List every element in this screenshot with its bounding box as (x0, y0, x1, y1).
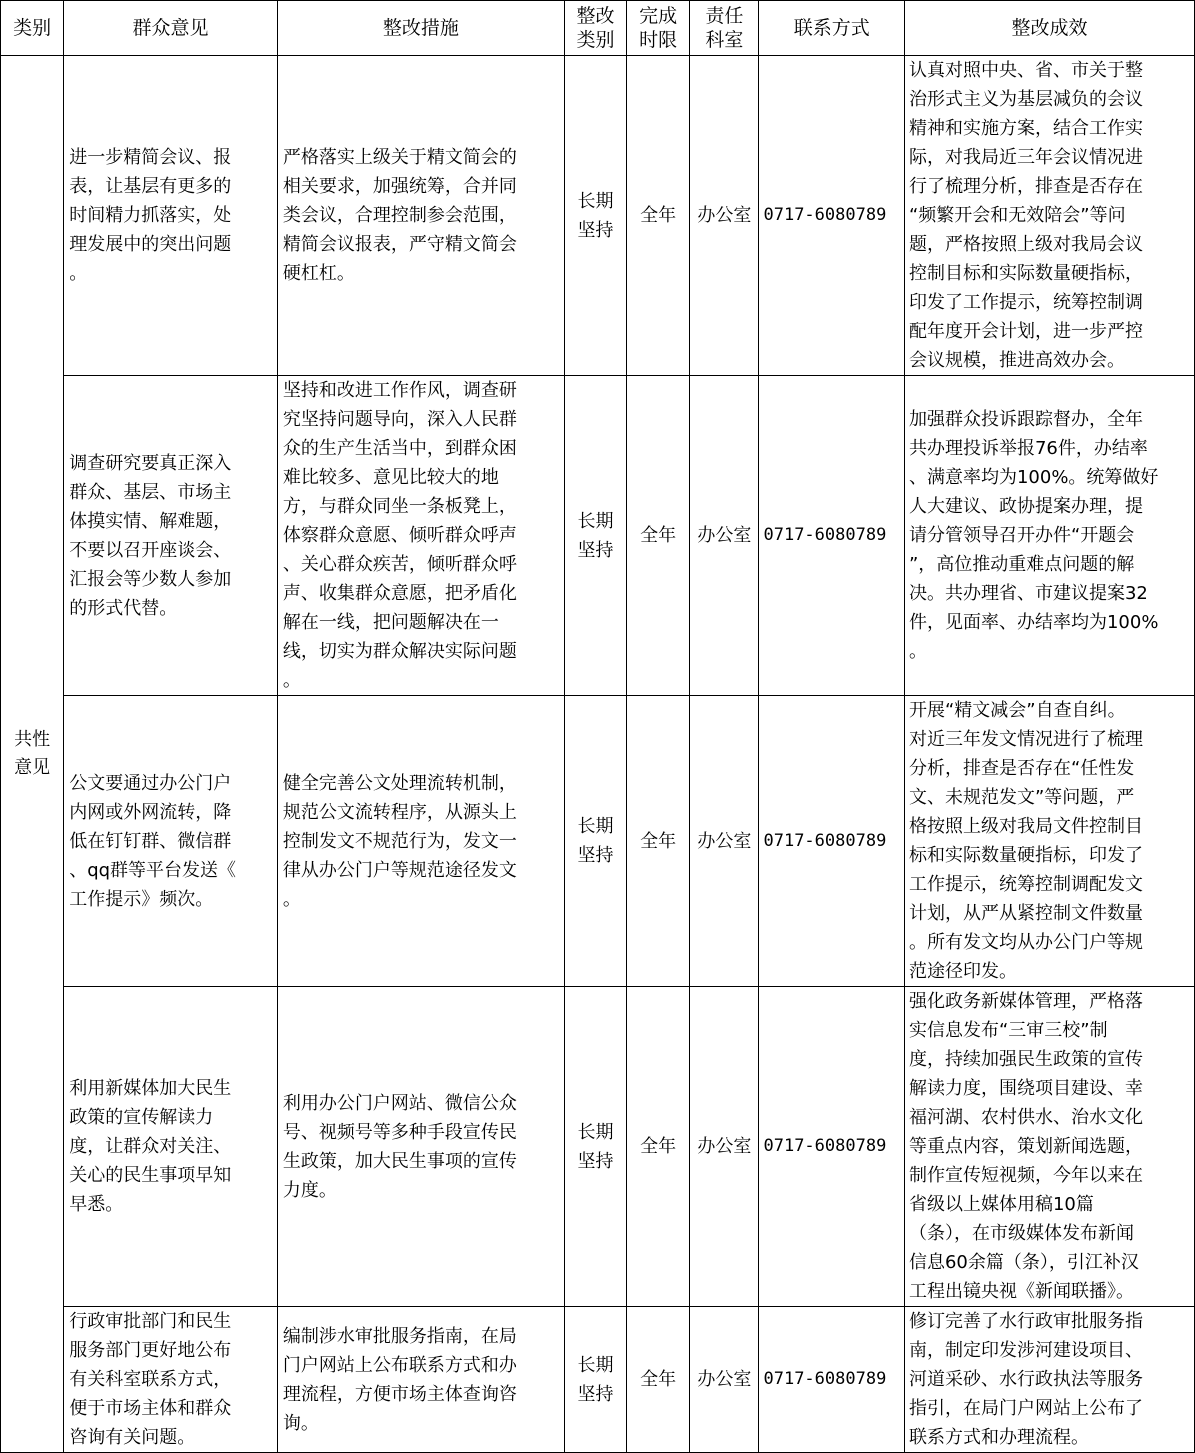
measure-cell: 利用办公门户网站、微信公众 号、视频号等多种手段宣传民 生政策，加大民生事项的宣传 力度。 (277, 987, 564, 1307)
header-opinion: 群众意见 (64, 1, 278, 56)
deadline-cell: 全年 (627, 56, 690, 376)
deadline-cell: 全年 (627, 987, 690, 1307)
header-measure: 整改措施 (277, 1, 564, 56)
contact-cell: 0717-6080789 (759, 376, 904, 696)
measure-cell: 编制涉水审批服务指南，在局 门户网站上公布联系方式和办 理流程，方便市场主体查询咨 询。 (277, 1307, 564, 1453)
table-row (1, 56, 1195, 376)
type-cell: 长期 坚持 (564, 56, 626, 376)
dept-cell: 办公室 (690, 56, 759, 376)
opinion-cell: 利用新媒体加大民生 政策的宣传解读力 度，让群众对关注、 关心的民生事项早知 早悉。 (64, 987, 278, 1307)
header-type: 整改 类别 (564, 1, 626, 56)
table-row (1, 1307, 1195, 1453)
measure-cell: 严格落实上级关于精文简会的 相关要求，加强统筹，合并同 类会议，合理控制参会范围， 精简会议报表，严守精文简会 硬杠杠。 (277, 56, 564, 376)
header-deadline: 完成 时限 (627, 1, 690, 56)
opinion-cell: 公文要通过办公门户 内网或外网流转，降 低在钉钉群、微信群 、qq群等平台发送《 工作提示》频次。 (64, 696, 278, 987)
dept-cell: 办公室 (690, 987, 759, 1307)
table-row (1, 696, 1195, 987)
dept-cell: 办公室 (690, 1307, 759, 1453)
contact-cell: 0717-6080789 (759, 1307, 904, 1453)
opinion-cell: 行政审批部门和民生 服务部门更好地公布 有关科室联系方式， 便于市场主体和群众 咨询有关问题。 (64, 1307, 278, 1453)
result-cell: 加强群众投诉跟踪督办，全年 共办理投诉举报76件，办结率 、满意率均为100%。统筹做好 人大建议、政协提案办理，提 请分管领导召开办件“开题会 ”，高位推动重难点问题的解 决。共办理省、市建议提案32 件，见面率、办结率均为100% 。 (904, 376, 1194, 696)
category-cell: 共性 意见 (1, 56, 64, 1453)
type-cell: 长期 坚持 (564, 376, 626, 696)
type-cell: 长期 坚持 (564, 987, 626, 1307)
deadline-cell: 全年 (627, 696, 690, 987)
result-cell: 修订完善了水行政审批服务指 南，制定印发涉河建设项目、 河道采砂、水行政执法等服务 指引，在局门户网站上公布了 联系方式和办理流程。 (904, 1307, 1194, 1453)
header-category: 类别 (1, 1, 64, 56)
type-cell: 长期 坚持 (564, 1307, 626, 1453)
header-dept: 责任 科室 (690, 1, 759, 56)
result-cell: 开展“精文减会”自查自纠。 对近三年发文情况进行了梳理 分析，排查是否存在“任性发 文、未规范发文”等问题，严 格按照上级对我局文件控制目 标和实际数量硬指标，印发了 工作提示，统筹控制调配发文 计划，从严从紧控制文件数量 。所有发文均从办公门户等规 范途径印发。 (904, 696, 1194, 987)
header-row (1, 1, 1195, 56)
contact-cell: 0717-6080789 (759, 56, 904, 376)
measure-cell: 健全完善公文处理流转机制， 规范公文流转程序，从源头上 控制发文不规范行为，发文一 律从办公门户等规范途径发文 。 (277, 696, 564, 987)
dept-cell: 办公室 (690, 696, 759, 987)
deadline-cell: 全年 (627, 376, 690, 696)
dept-cell: 办公室 (690, 376, 759, 696)
measure-cell: 坚持和改进工作作风，调查研 究坚持问题导向，深入人民群 众的生产生活当中，到群众困 难比较多、意见比较大的地 方，与群众同坐一条板凳上， 体察群众意愿、倾听群众呼声 、关心群众疾苦，倾听群众呼 声、收集群众意愿，把矛盾化 解在一线，把问题解决在一 线，切实为群众解决实际问题 。 (277, 376, 564, 696)
header-contact: 联系方式 (759, 1, 904, 56)
header-result: 整改成效 (904, 1, 1194, 56)
contact-cell: 0717-6080789 (759, 987, 904, 1307)
type-cell: 长期 坚持 (564, 696, 626, 987)
table-row (1, 987, 1195, 1307)
deadline-cell: 全年 (627, 1307, 690, 1453)
contact-cell: 0717-6080789 (759, 696, 904, 987)
table-row (1, 376, 1195, 696)
opinion-cell: 进一步精简会议、报 表，让基层有更多的 时间精力抓落实，处 理发展中的突出问题 。 (64, 56, 278, 376)
result-cell: 认真对照中央、省、市关于整 治形式主义为基层减负的会议 精神和实施方案，结合工作实 际，对我局近三年会议情况进 行了梳理分析，排查是否存在 “频繁开会和无效陪会”等问 题，严格按照上级对我局会议 控制目标和实际数量硬指标， 印发了工作提示，统筹控制调 配年度开会计划，进一步严控 会议规模，推进高效办会。 (904, 56, 1194, 376)
result-cell: 强化政务新媒体管理，严格落 实信息发布“三审三校”制 度，持续加强民生政策的宣传 解读力度，围绕项目建设、幸 福河湖、农村供水、治水文化 等重点内容，策划新闻选题， 制作宣传短视频，今年以来在 省级以上媒体用稿10篇 （条），在市级媒体发布新闻 信息60余篇（条），引江补汉 工程出镜央视《新闻联播》。 (904, 987, 1194, 1307)
opinion-cell: 调查研究要真正深入 群众、基层、市场主 体摸实情、解难题， 不要以召开座谈会、 汇报会等少数人参加 的形式代替。 (64, 376, 278, 696)
